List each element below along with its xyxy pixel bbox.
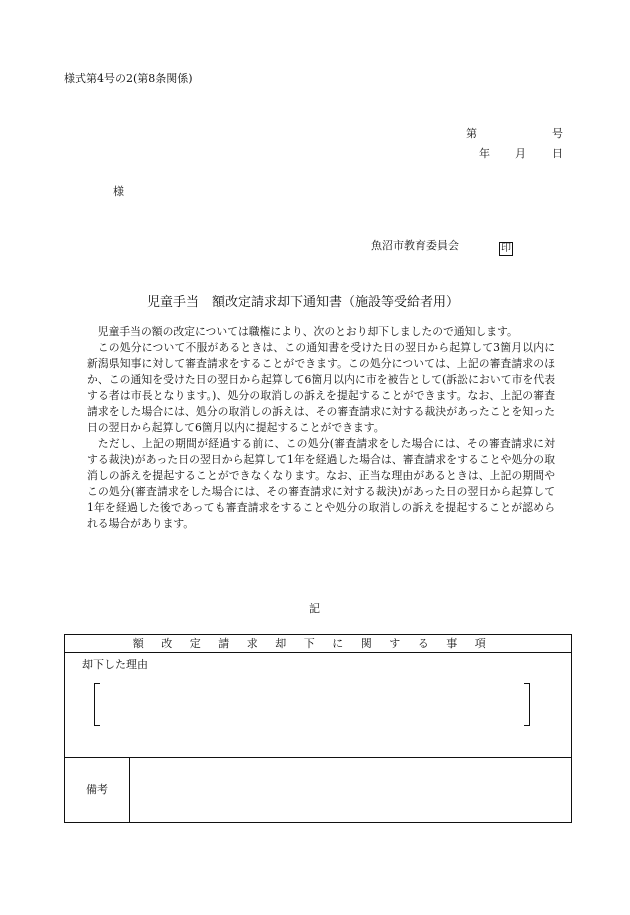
notes-label: 備考 — [65, 758, 130, 823]
date-month: 月 — [515, 147, 526, 160]
left-bracket — [94, 683, 100, 726]
issuer-name: 魚沼市教育委員会 — [371, 239, 459, 252]
seal-label: 印 — [501, 243, 511, 254]
reason-label: 却下した理由 — [82, 658, 148, 671]
reason-cell — [65, 653, 572, 758]
body-text — [87, 324, 555, 532]
matters-header: 額改定請求却下に関する事項 — [65, 635, 572, 653]
document-title: 児童手当 額改定請求却下通知書（施設等受給者用） — [147, 295, 460, 310]
seal-mark — [499, 236, 513, 256]
form-reference: 様式第4号の2(第8条関係) — [64, 72, 193, 85]
right-bracket — [524, 683, 530, 726]
doc-number-suffix: 号 — [552, 127, 563, 140]
body-paragraph: ただし、上記の期間が経過する前に、この処分(審査請求をした場合には、その審査請求に対する裁決)があった日の翌日から起算して1年を経過した場合は、審査請求をすることや処分の取消しの訴えを提起することができなくなります。なお、正当な理由があるときは、上記の期間やこの処分(審査請求をした場合には、その審査請求に対する裁決)があった日の翌日から起算して1年を経過した後であっても審査請求をすることや処分の取消しの訴えを提起することが認められる場合があります。 — [87, 437, 555, 530]
doc-number-prefix: 第 — [466, 127, 477, 140]
date-day: 日 — [552, 147, 563, 160]
addressee-suffix: 様 — [113, 185, 124, 198]
body-paragraph: この処分について不服があるときは、この通知書を受けた日の翌日から起算して3箇月以内に新潟県知事に対して審査請求をすることができます。この処分については、上記の審査請求のほか、この通知を受けた日の翌日から起算して6箇月以内に市を被告として(訴訟において市を代表する者は市長となります。)、処分の取消しの訴えを提起することができます。なお、上記の審査請求をした場合には、処分の取消しの訴えは、その審査請求に対する裁決があったことを知った日の翌日から起算して6箇月以内に提起することができます。 — [87, 341, 555, 434]
notes-value[interactable] — [130, 758, 572, 823]
date-year: 年 — [479, 147, 490, 160]
matters-table — [64, 634, 572, 823]
body-paragraph: 児童手当の額の改定については職権により、次のとおり却下しましたので通知します。 — [97, 325, 518, 338]
ki-label: 記 — [309, 602, 320, 615]
